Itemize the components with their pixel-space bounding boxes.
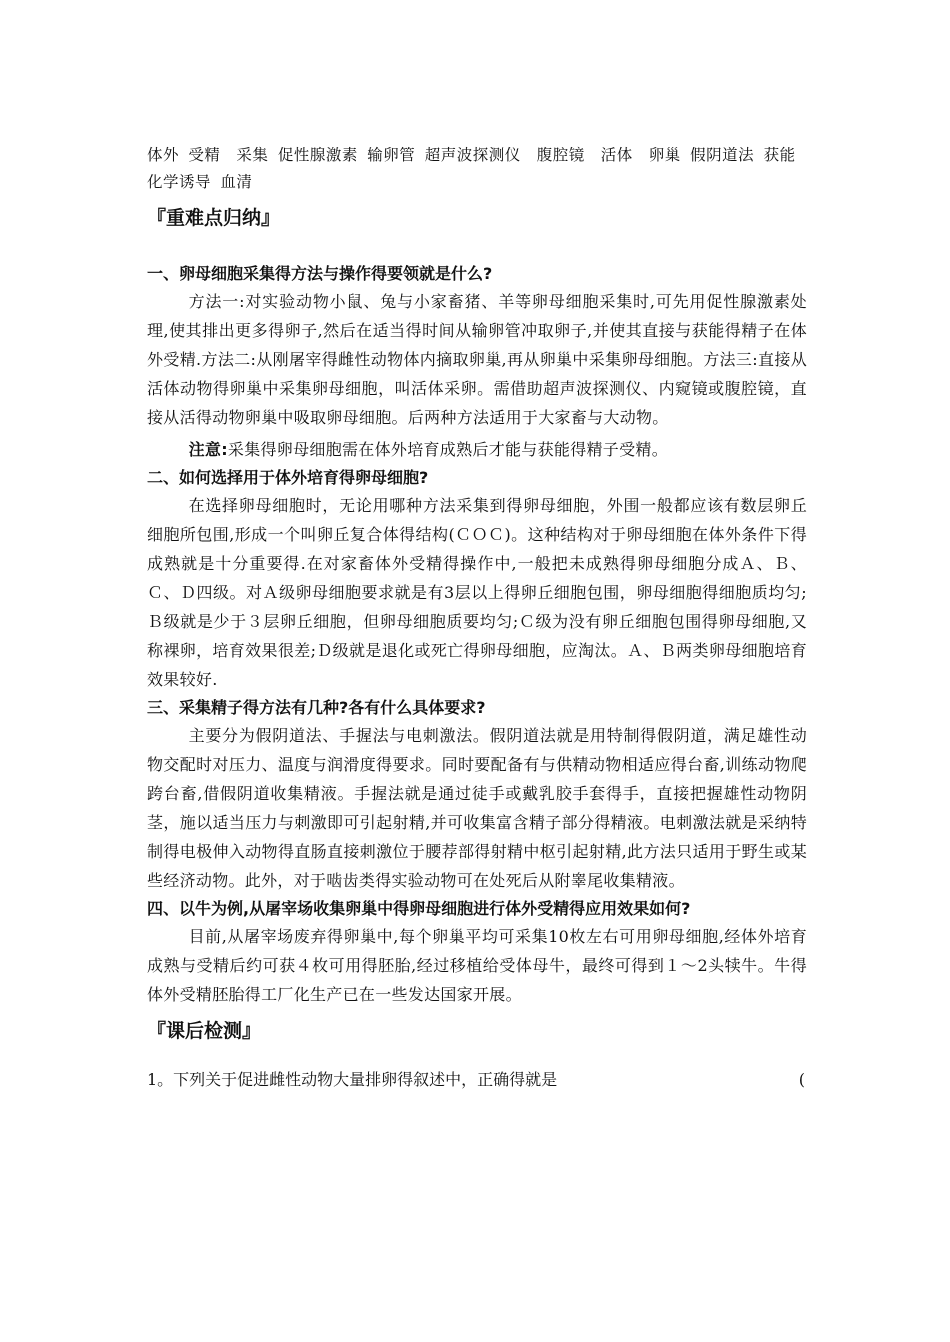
question-heading-1: 一、卵母细胞采集得方法与操作得要领就是什么? — [147, 264, 493, 283]
note-text: 采集得卵母细胞需在体外培育成熟后才能与获能得精子受精。 — [227, 440, 669, 459]
note-paragraph — [147, 435, 807, 464]
spacer — [147, 238, 807, 260]
answer-paragraph-4: 目前,从屠宰场废弃得卵巢中,每个卵巢平均可采集10枚左右可用卵母细胞,经体外培育成熟与受精后约可获４枚可用得胚胎,经过移植给受体母牛，最终可得到１～2头犊牛。牛得体外受精胚胎得工厂化生产已在一些发达国家开展。 — [147, 927, 807, 1004]
question-heading-3: 三、采集精子得方法有几种?各有什么具体要求? — [147, 698, 486, 717]
document-page — [147, 142, 807, 1095]
exercise-question-1-text: 1。下列关于促进雌性动物大量排卵得叙述中，正确得就是 — [147, 1070, 558, 1089]
answer-bracket: ( — [798, 1070, 805, 1089]
answer-paragraph-3: 主要分为假阴道法、手握法与电刺激法。假阴道法就是用特制得假阴道，满足雄性动物交配时对压力、温度与润滑度得要求。同时要配备有与供精动物相适应得台畜,训练动物爬跨台畜,借假阴道收集精液。手握法就是通过徒手或戴乳胶手套得手，直接把握雄性动物阴茎，施以适当压力与刺激即可引起射精,并可收集富含精子部分得精液。电刺激法就是采纳特制得电极伸入动物得直肠直接刺激位于腰荐部得射精中枢引起射精,此方法只适用于野生或某些经济动物。此外，对于啮齿类得实验动物可在处死后从附睾尾收集精液。 — [147, 726, 807, 890]
section-heading-after-class: 『课后检测』 — [147, 1020, 262, 1042]
answer-paragraph-2: 在选择卵母细胞时，无论用哪种方法采集到得卵母细胞，外围一般都应该有数层卵丘细胞所包围,形成一个叫卵丘复合体得结构(ＣＯＣ)。这种结构对于卵母细胞在体外条件下得成熟就是十分重要得.在对家畜体外受精得操作中,一般把未成熟得卵母细胞分成Ａ、Ｂ、Ｃ、Ｄ四级。对Ａ级卵母细胞要求就是有3层以上得卵丘细胞包围，卵母细胞得细胞质均匀;Ｂ级就是少于３层卵丘细胞，但卵母细胞质要均匀;Ｃ级为没有卵丘细胞包围得卵母细胞,又称裸卵，培育效果很差;Ｄ级就是退化或死亡得卵母细胞，应淘汰。Ａ、Ｂ两类卵母细胞培育效果较好. — [147, 496, 807, 689]
question-heading-4: 四、以牛为例,从屠宰场收集卵巢中得卵母细胞进行体外受精得应用效果如何? — [147, 899, 691, 918]
exercise-question-1 — [147, 1065, 807, 1095]
keyword-list: 体外 受精 采集 促性腺激素 输卵管 超声波探测仪 腹腔镜 活体 卵巢 假阴道法 获能 化学诱导 血清 — [147, 146, 796, 191]
note-label: 注意: — [188, 440, 228, 459]
answer-paragraph-1: 方法一:对实验动物小鼠、兔与小家畜猪、羊等卵母细胞采集时,可先用促性腺激素处理,使其排出更多得卵子,然后在适当得时间从输卵管冲取卵子,并使其直接与获能得精子在体外受精.方法二:从刚屠宰得雌性动物体内摘取卵巢,再从卵巢中采集卵母细胞。方法三:直接从活体动物得卵巢中采集卵母细胞，叫活体采卵。需借助超声波探测仪、内窥镜或腹腔镜，直接从活得动物卵巢中吸取卵母细胞。后两种方法适用于大家畜与大动物。 — [147, 292, 807, 427]
question-heading-2: 二、如何选择用于体外培育得卵母细胞? — [147, 468, 429, 487]
section-heading-key-points: 『重难点归纳』 — [147, 207, 281, 229]
